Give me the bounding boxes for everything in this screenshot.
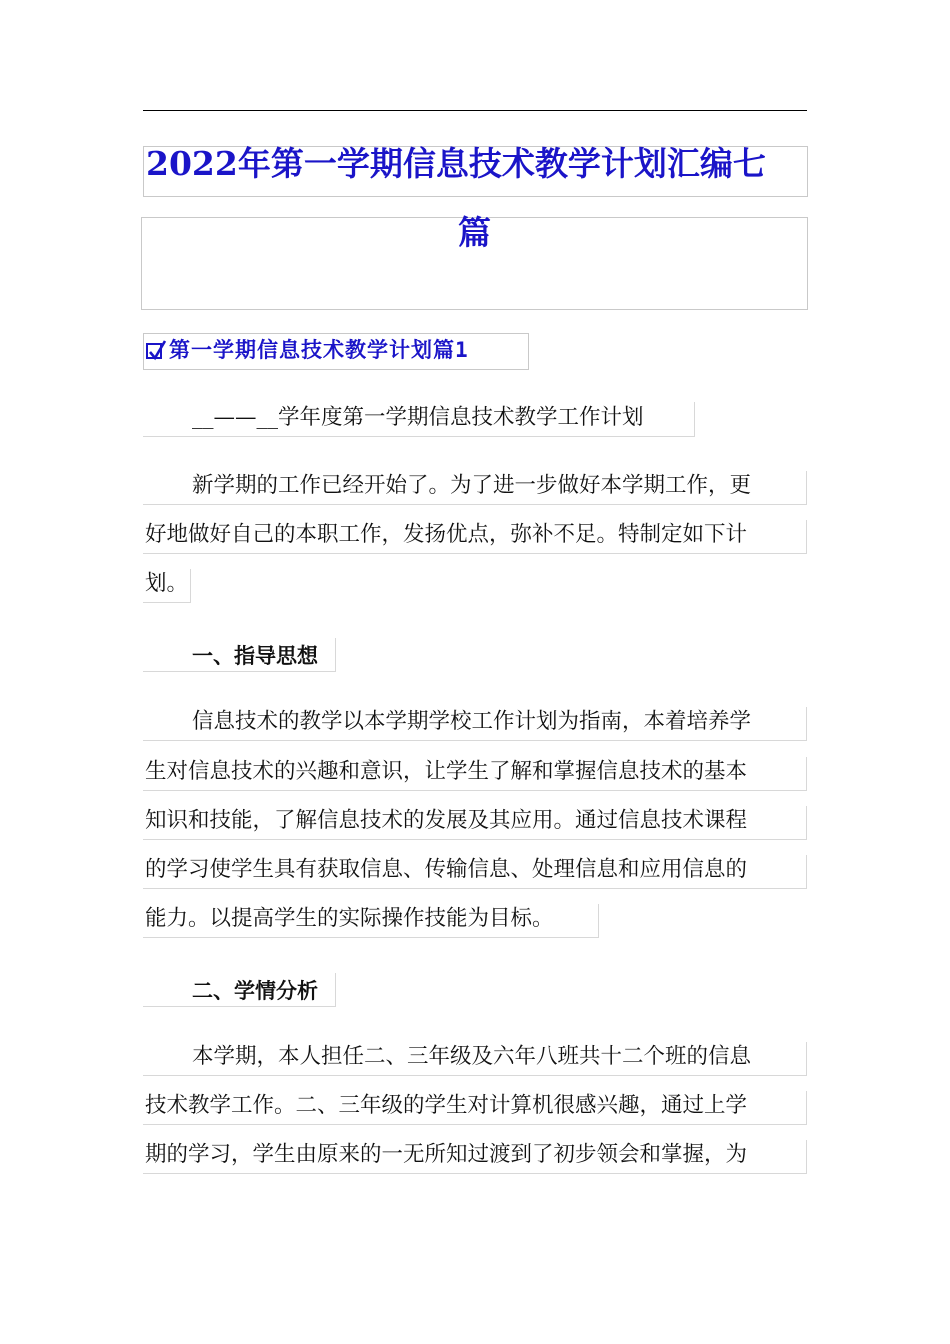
- section2-line: 技术教学工作。二、三年级的学生对计算机很感兴趣，通过上学: [145, 1093, 748, 1118]
- document-title-line-1: 2022年第一学期信息技术教学计划汇编七: [146, 144, 766, 183]
- checkbox-icon: [146, 343, 162, 359]
- intro-line: 划。: [145, 571, 189, 596]
- section1-line: 生对信息技术的兴趣和意识，让学生了解和掌握信息技术的基本: [145, 759, 748, 784]
- section1-line: 能力。以提高学生的实际操作技能为目标。: [145, 906, 554, 931]
- intro-line: 好地做好自己的本职工作，发扬优点，弥补不足。特制定如下计: [145, 522, 748, 547]
- subtitle: 第一学期信息技术教学计划篇1: [169, 338, 469, 362]
- top-rule: [143, 110, 807, 111]
- plan-heading: __——__学年度第一学期信息技术教学工作计划: [192, 405, 644, 430]
- section2-line: 本学期，本人担任二、三年级及六年八班共十二个班的信息: [192, 1044, 752, 1069]
- section2-line: 期的学习，学生由原来的一无所知过渡到了初步领会和掌握，为: [145, 1142, 748, 1167]
- section1-line: 的学习使学生具有获取信息、传输信息、处理信息和应用信息的: [145, 857, 748, 882]
- section2-heading: 二、学情分析: [192, 979, 318, 1003]
- section1-heading: 一、指导思想: [192, 644, 318, 668]
- section1-line: 信息技术的教学以本学期学校工作计划为指南，本着培养学: [192, 709, 752, 734]
- section1-line: 知识和技能，了解信息技术的发展及其应用。通过信息技术课程: [145, 808, 748, 833]
- intro-line: 新学期的工作已经开始了。为了进一步做好本学期工作，更: [192, 473, 752, 498]
- document-title-line-2: 篇: [458, 213, 491, 252]
